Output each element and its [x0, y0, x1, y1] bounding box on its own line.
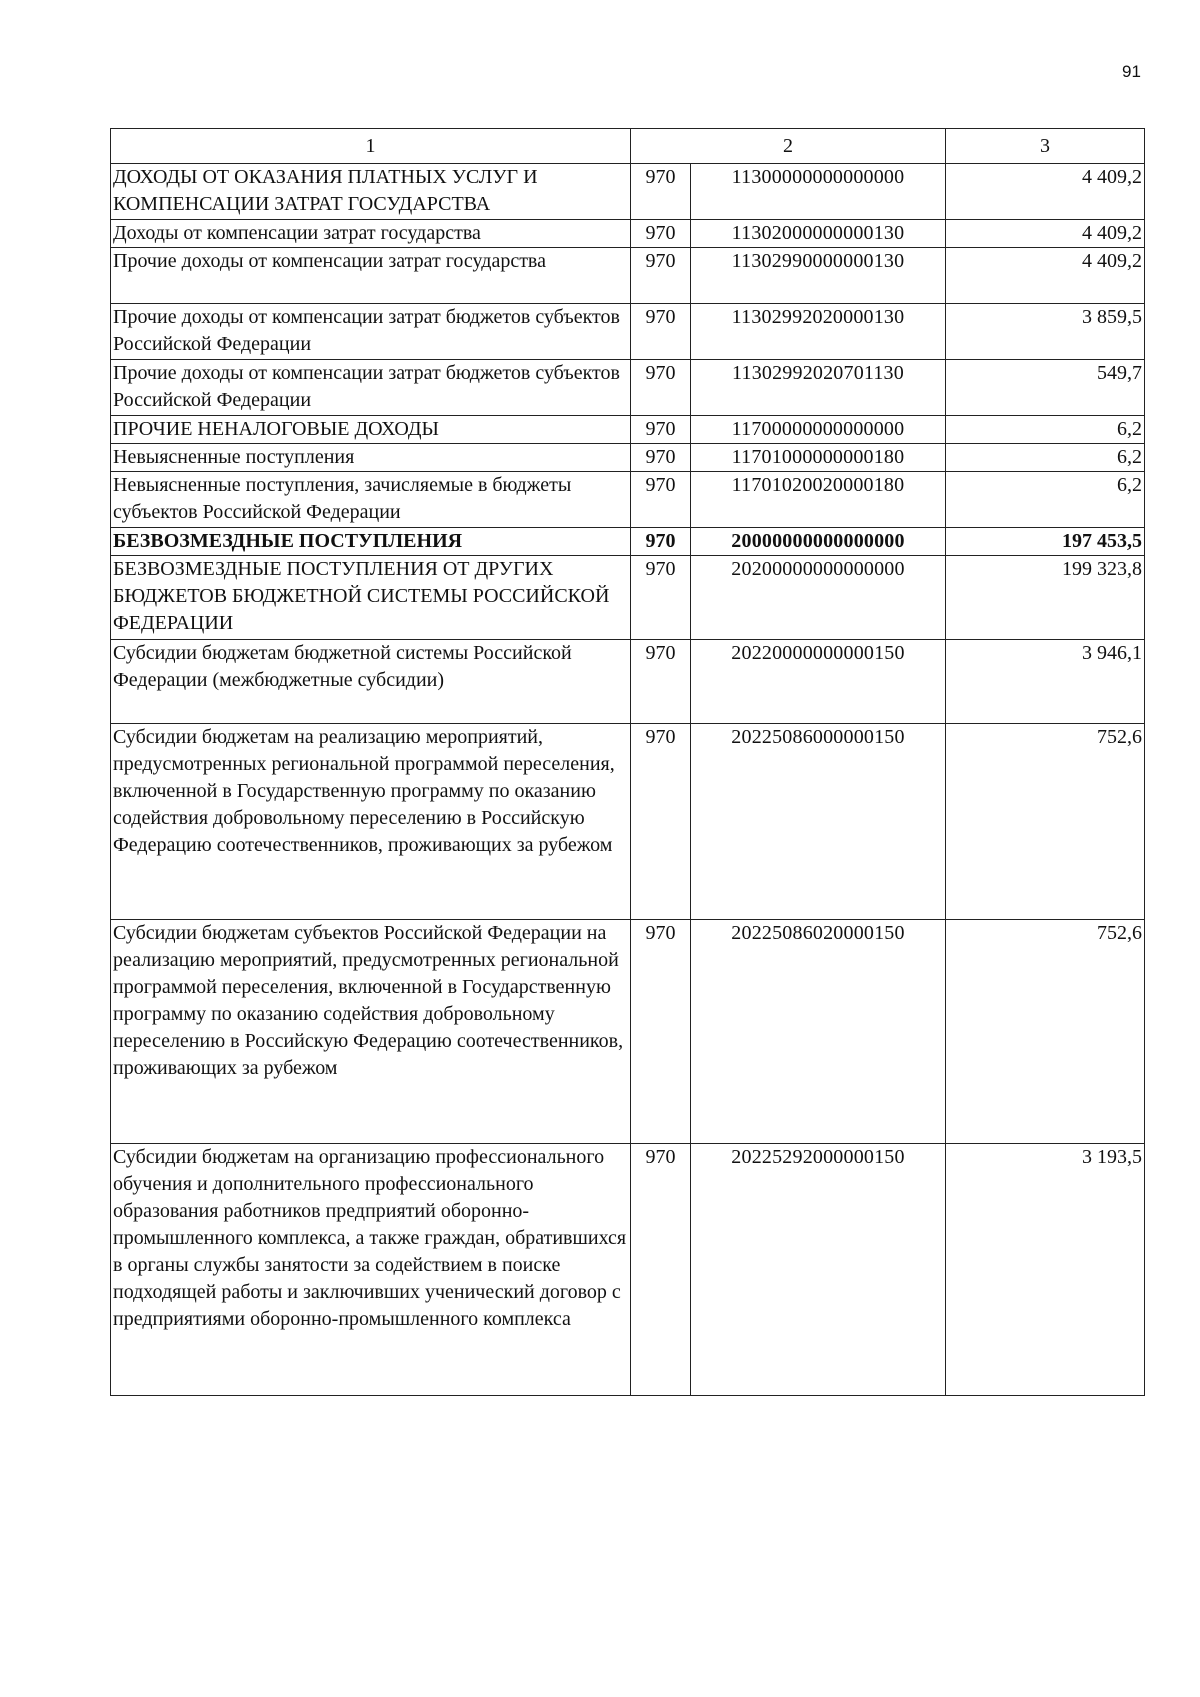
row-budget-code: 11701020020000180	[691, 472, 946, 528]
row-name: Доходы от компенсации затрат государства	[111, 220, 631, 248]
row-amount: 752,6	[946, 920, 1145, 1144]
row-budget-code: 20225086000000150	[691, 724, 946, 920]
table-row	[111, 444, 1145, 472]
row-name: Субсидии бюджетам на организацию профессионального обучения и дополнительного профессионального образования работников предприятий оборонно-промышленного комплекса, а также граждан, обратившихся в органы службы занятости за содействием в поиске подходящей работы и заключивших ученический договор с предприятиями оборонно-промышленного комплекса	[111, 1144, 631, 1396]
row-amount: 3 946,1	[946, 640, 1145, 724]
row-budget-code: 20220000000000150	[691, 640, 946, 724]
row-name: Невыясненные поступления, зачисляемые в бюджеты субъектов Российской Федерации	[111, 472, 631, 528]
row-name: ПРОЧИЕ НЕНАЛОГОВЫЕ ДОХОДЫ	[111, 416, 631, 444]
row-amount: 752,6	[946, 724, 1145, 920]
row-admin-code: 970	[631, 164, 691, 220]
row-name: Невыясненные поступления	[111, 444, 631, 472]
row-budget-code: 20225292000000150	[691, 1144, 946, 1396]
row-admin-code: 970	[631, 360, 691, 416]
table-row	[111, 556, 1145, 640]
row-budget-code: 20000000000000000	[691, 528, 946, 556]
table-header-row	[111, 129, 1145, 164]
row-amount: 549,7	[946, 360, 1145, 416]
row-admin-code: 970	[631, 1144, 691, 1396]
revenue-table	[110, 128, 1145, 1396]
row-name: Субсидии бюджетам на реализацию мероприятий, предусмотренных региональной программой переселения, включенной в Государственную программу по оказанию содействия добровольному переселению в Российскую Федерацию соотечественников, проживающих за рубежом	[111, 724, 631, 920]
table-row	[111, 1144, 1145, 1396]
header-col-2: 2	[631, 129, 946, 164]
row-admin-code: 970	[631, 248, 691, 304]
row-budget-code: 20200000000000000	[691, 556, 946, 640]
row-amount: 4 409,2	[946, 248, 1145, 304]
row-amount: 4 409,2	[946, 164, 1145, 220]
row-admin-code: 970	[631, 556, 691, 640]
table-row	[111, 360, 1145, 416]
row-admin-code: 970	[631, 528, 691, 556]
row-admin-code: 970	[631, 640, 691, 724]
row-admin-code: 970	[631, 416, 691, 444]
row-budget-code: 11700000000000000	[691, 416, 946, 444]
row-amount: 6,2	[946, 472, 1145, 528]
row-amount: 4 409,2	[946, 220, 1145, 248]
table-row	[111, 164, 1145, 220]
row-admin-code: 970	[631, 472, 691, 528]
table-body	[111, 164, 1145, 1396]
table-row	[111, 248, 1145, 304]
row-budget-code: 11302992020701130	[691, 360, 946, 416]
row-budget-code: 11302000000000130	[691, 220, 946, 248]
row-amount: 3 193,5	[946, 1144, 1145, 1396]
row-name: Прочие доходы от компенсации затрат государства	[111, 248, 631, 304]
header-col-1: 1	[111, 129, 631, 164]
table-row	[111, 220, 1145, 248]
row-amount: 3 859,5	[946, 304, 1145, 360]
row-name: Прочие доходы от компенсации затрат бюджетов субъектов Российской Федерации	[111, 360, 631, 416]
row-admin-code: 970	[631, 920, 691, 1144]
row-admin-code: 970	[631, 724, 691, 920]
row-name: Субсидии бюджетам бюджетной системы Российской Федерации (межбюджетные субсидии)	[111, 640, 631, 724]
row-amount: 199 323,8	[946, 556, 1145, 640]
table-row	[111, 724, 1145, 920]
row-budget-code: 11701000000000180	[691, 444, 946, 472]
row-budget-code: 11302992020000130	[691, 304, 946, 360]
row-admin-code: 970	[631, 220, 691, 248]
row-name: Субсидии бюджетам субъектов Российской Федерации на реализацию мероприятий, предусмотренных региональной программой переселения, включенной в Государственную программу по оказанию содействия добровольному переселению в Российскую Федерацию соотечественников, проживающих за рубежом	[111, 920, 631, 1144]
table-row	[111, 640, 1145, 724]
table-row	[111, 528, 1145, 556]
row-amount: 6,2	[946, 416, 1145, 444]
row-name: Прочие доходы от компенсации затрат бюджетов субъектов Российской Федерации	[111, 304, 631, 360]
row-budget-code: 20225086020000150	[691, 920, 946, 1144]
table-row	[111, 304, 1145, 360]
table-row	[111, 472, 1145, 528]
table-row	[111, 920, 1145, 1144]
row-amount: 6,2	[946, 444, 1145, 472]
row-admin-code: 970	[631, 444, 691, 472]
row-admin-code: 970	[631, 304, 691, 360]
row-name: ДОХОДЫ ОТ ОКАЗАНИЯ ПЛАТНЫХ УСЛУГ И КОМПЕНСАЦИИ ЗАТРАТ ГОСУДАРСТВА	[111, 164, 631, 220]
row-amount: 197 453,5	[946, 528, 1145, 556]
row-name: БЕЗВОЗМЕЗДНЫЕ ПОСТУПЛЕНИЯ	[111, 528, 631, 556]
row-budget-code: 11300000000000000	[691, 164, 946, 220]
header-col-3: 3	[946, 129, 1145, 164]
table-row	[111, 416, 1145, 444]
row-name: БЕЗВОЗМЕЗДНЫЕ ПОСТУПЛЕНИЯ ОТ ДРУГИХ БЮДЖЕТОВ БЮДЖЕТНОЙ СИСТЕМЫ РОССИЙСКОЙ ФЕДЕРАЦИИ	[111, 556, 631, 640]
row-budget-code: 11302990000000130	[691, 248, 946, 304]
page-number: 91	[1122, 62, 1141, 81]
